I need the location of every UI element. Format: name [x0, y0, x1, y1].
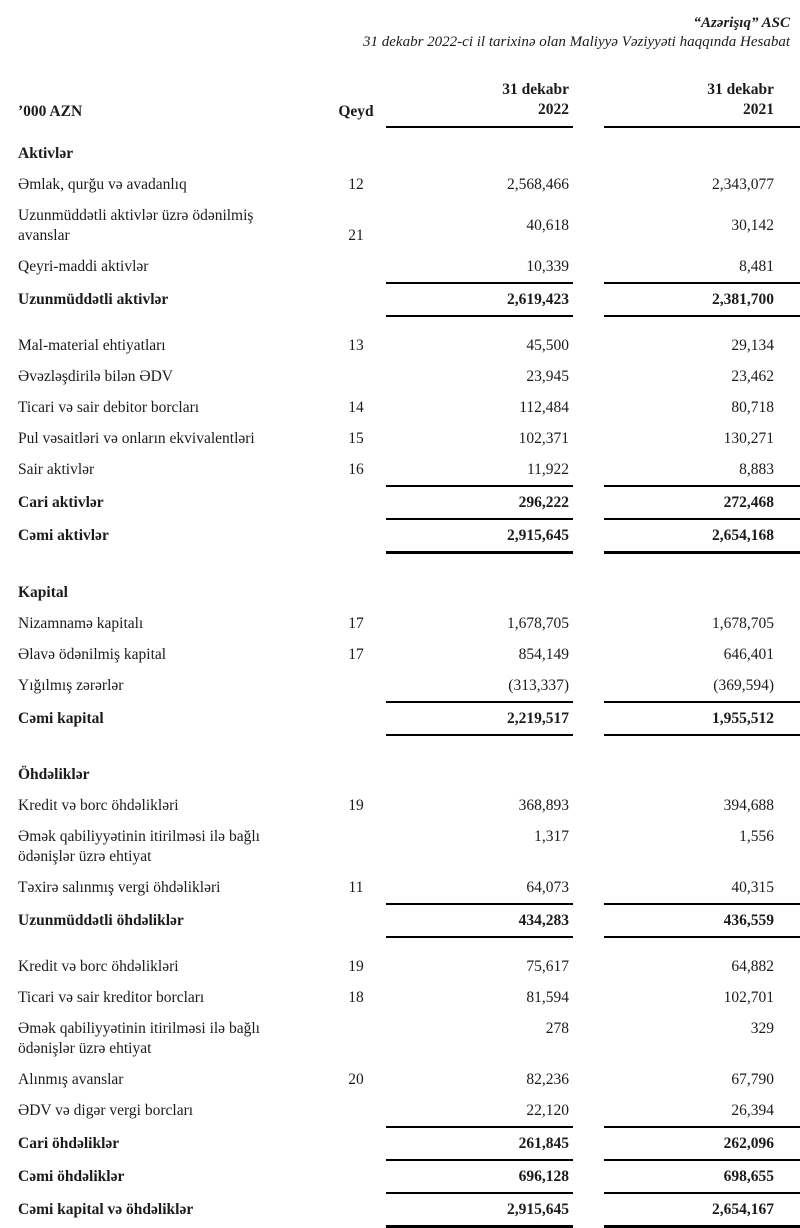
row-label: Əmlak, qurğu və avadanlıq [18, 176, 187, 193]
value-2021: 394,688 [723, 797, 774, 814]
note-cell [326, 670, 386, 703]
value-2022: 2,619,423 [386, 284, 573, 317]
note-cell [326, 1161, 386, 1194]
value-2022: 102,371 [518, 430, 569, 447]
row-label: Cəmi kapital və öhdəliklər [18, 1201, 194, 1218]
value-2022: 1,678,705 [507, 615, 569, 632]
value-2021: 272,468 [604, 487, 800, 520]
note-column-header: Qeyd [338, 103, 374, 120]
value-2021: 1,556 [739, 828, 774, 845]
value-2021: 26,394 [604, 1095, 800, 1128]
section-heading-label: Öhdəliklər [18, 766, 90, 783]
table-row [18, 1128, 800, 1161]
value-2022: 2,915,645 [386, 520, 573, 554]
value-2021: 102,701 [723, 989, 774, 1006]
note-cell: 11 [348, 879, 364, 896]
row-label: Cəmi öhdəliklər [18, 1168, 125, 1185]
note-cell: 19 [348, 797, 364, 814]
value-2021: 29,134 [731, 337, 774, 354]
value-2021: 64,882 [731, 958, 774, 975]
value-2021: 646,401 [723, 646, 774, 663]
document-header [18, 14, 800, 52]
note-cell: 13 [348, 337, 364, 354]
note-cell: 19 [348, 958, 364, 975]
table-row [18, 423, 800, 454]
table-row [18, 1013, 800, 1064]
row-label: Əlavə ödənilmiş kapital [18, 646, 167, 663]
row-label: Nizamnamə kapitalı [18, 615, 144, 632]
value-2022: 2,219,517 [386, 703, 573, 736]
section-heading [18, 567, 800, 608]
value-2021: 130,271 [723, 430, 774, 447]
company-name: “Azərişıq” ASC [693, 15, 790, 31]
table-row [18, 392, 800, 423]
note-cell: 20 [348, 1071, 364, 1088]
table-row [18, 169, 800, 200]
table-row [18, 454, 800, 487]
table-row [18, 982, 800, 1013]
row-label: Cəmi kapital [18, 710, 104, 727]
row-label: Kredit və borc öhdəlikləri [18, 958, 179, 975]
value-2022: 368,893 [518, 797, 569, 814]
note-cell [326, 1095, 386, 1128]
note-cell: 21 [348, 227, 364, 244]
column-header-2021 [604, 80, 800, 128]
row-label: ƏDV və digər vergi borcları [18, 1102, 194, 1119]
row-label: Uzunmüddətli öhdəliklər [18, 912, 184, 929]
row-label: Kredit və borc öhdəlikləri [18, 797, 179, 814]
row-label: Alınmış avanslar [18, 1071, 124, 1088]
value-2021: 2,654,168 [604, 520, 800, 554]
balance-sheet-rows [18, 128, 800, 1228]
table-row [18, 361, 800, 392]
row-label: Cəmi aktivlər [18, 527, 109, 544]
table-row [18, 905, 800, 938]
value-2021: 329 [750, 1020, 774, 1037]
section-heading-label: Aktivlər [18, 145, 74, 162]
note-cell [326, 703, 386, 736]
note-cell: 18 [348, 989, 364, 1006]
row-label: Uzunmüddətli aktivlər üzrə ödənilmiş avanslar [18, 207, 254, 244]
value-2022: 64,073 [386, 872, 573, 905]
row-label: Cari öhdəliklər [18, 1135, 120, 1152]
value-2021: 262,096 [604, 1128, 800, 1161]
note-cell [326, 1194, 386, 1228]
section-heading [18, 128, 800, 169]
note-cell: 16 [348, 461, 364, 478]
column-header-2021-year: 2021 [743, 101, 774, 118]
value-2022: 81,594 [526, 989, 569, 1006]
value-2022: 2,915,645 [386, 1194, 573, 1228]
table-row [18, 821, 800, 872]
table-row [18, 790, 800, 821]
table-row [18, 200, 800, 251]
column-header-2022-date: 31 dekabr [502, 81, 569, 98]
table-row [18, 284, 800, 317]
value-2022: 261,845 [386, 1128, 573, 1161]
table-row [18, 251, 800, 284]
row-label: Əvəzləşdirilə bilən ƏDV [18, 368, 173, 385]
value-2022: 45,500 [526, 337, 569, 354]
note-cell: 17 [348, 615, 364, 632]
row-label: Ticari və sair debitor borcları [18, 399, 200, 416]
row-label: Uzunmüddətli aktivlər [18, 291, 169, 308]
value-2022: 112,484 [519, 399, 569, 416]
column-header-2022-year: 2022 [538, 101, 569, 118]
value-2022: (313,337) [386, 670, 573, 703]
value-2021: 40,315 [604, 872, 800, 905]
row-label: Cari aktivlər [18, 494, 104, 511]
value-2022: 10,339 [386, 251, 573, 284]
table-row [18, 639, 800, 670]
value-2022: 82,236 [526, 1071, 569, 1088]
section-heading-label: Kapital [18, 584, 68, 601]
value-2022: 23,945 [526, 368, 569, 385]
table-row [18, 951, 800, 982]
value-2022: 296,222 [386, 487, 573, 520]
note-cell: 15 [348, 430, 364, 447]
row-label: Pul vəsaitləri və onların ekvivalentləri [18, 430, 255, 447]
value-2021: 67,790 [731, 1071, 774, 1088]
value-2022: 278 [545, 1020, 569, 1037]
value-2021: 2,343,077 [712, 176, 774, 193]
row-label: Yığılmış zərərlər [18, 677, 124, 694]
table-row [18, 330, 800, 361]
section-heading [18, 749, 800, 790]
note-cell: 14 [348, 399, 364, 416]
note-cell: 12 [348, 176, 364, 193]
table-row [18, 872, 800, 905]
table-row [18, 670, 800, 703]
table-column-headers [18, 80, 800, 128]
note-cell [326, 487, 386, 520]
note-cell [326, 520, 386, 554]
value-2022: 854,149 [518, 646, 569, 663]
unit-label: ’000 AZN [18, 103, 83, 120]
value-2021: 2,381,700 [604, 284, 800, 317]
value-2021: 1,955,512 [604, 703, 800, 736]
value-2022: 11,922 [386, 454, 573, 487]
value-2022: 22,120 [386, 1095, 573, 1128]
table-row [18, 1161, 800, 1194]
row-label: Ticari və sair kreditor borcları [18, 989, 205, 1006]
table-row [18, 608, 800, 639]
table-row [18, 1064, 800, 1095]
value-2021: 2,654,167 [604, 1194, 800, 1228]
note-cell [326, 1128, 386, 1161]
table-row [18, 520, 800, 554]
value-2021: (369,594) [604, 670, 800, 703]
value-2022: 2,568,466 [507, 176, 569, 193]
report-title: 31 dekabr 2022-ci il tarixinə olan Maliyyə Vəziyyəti haqqında Hesabat [363, 34, 790, 50]
value-2021: 698,655 [604, 1161, 800, 1194]
note-cell [326, 361, 386, 392]
value-2021: 8,883 [604, 454, 800, 487]
row-label: Mal-material ehtiyatları [18, 337, 166, 354]
value-2021: 30,142 [731, 216, 774, 234]
note-cell [326, 1013, 386, 1064]
value-2022: 434,283 [386, 905, 573, 938]
value-2022: 40,618 [526, 216, 569, 234]
column-header-2022 [386, 80, 573, 128]
note-cell [326, 284, 386, 317]
row-label: Qeyri-maddi aktivlər [18, 258, 149, 275]
value-2022: 696,128 [386, 1161, 573, 1194]
row-label: Əmək qabiliyyətinin itirilməsi ilə bağlı ödənişlər üzrə ehtiyat [18, 1020, 260, 1057]
row-label: Əmək qabiliyyətinin itirilməsi ilə bağlı ödənişlər üzrə ehtiyat [18, 828, 260, 865]
row-label: Təxirə salınmış vergi öhdəlikləri [18, 879, 221, 896]
value-2021: 8,481 [604, 251, 800, 284]
note-cell [326, 821, 386, 872]
value-2021: 80,718 [731, 399, 774, 416]
value-2022: 75,617 [526, 958, 569, 975]
table-row [18, 1194, 800, 1228]
value-2021: 1,678,705 [712, 615, 774, 632]
column-header-2021-date: 31 dekabr [707, 81, 774, 98]
value-2021: 436,559 [604, 905, 800, 938]
note-cell: 17 [348, 646, 364, 663]
note-cell [326, 251, 386, 284]
note-cell [326, 905, 386, 938]
table-row [18, 703, 800, 736]
table-row [18, 487, 800, 520]
table-row [18, 1095, 800, 1128]
row-label: Sair aktivlər [18, 461, 95, 478]
value-2021: 23,462 [731, 368, 774, 385]
value-2022: 1,317 [534, 828, 569, 845]
